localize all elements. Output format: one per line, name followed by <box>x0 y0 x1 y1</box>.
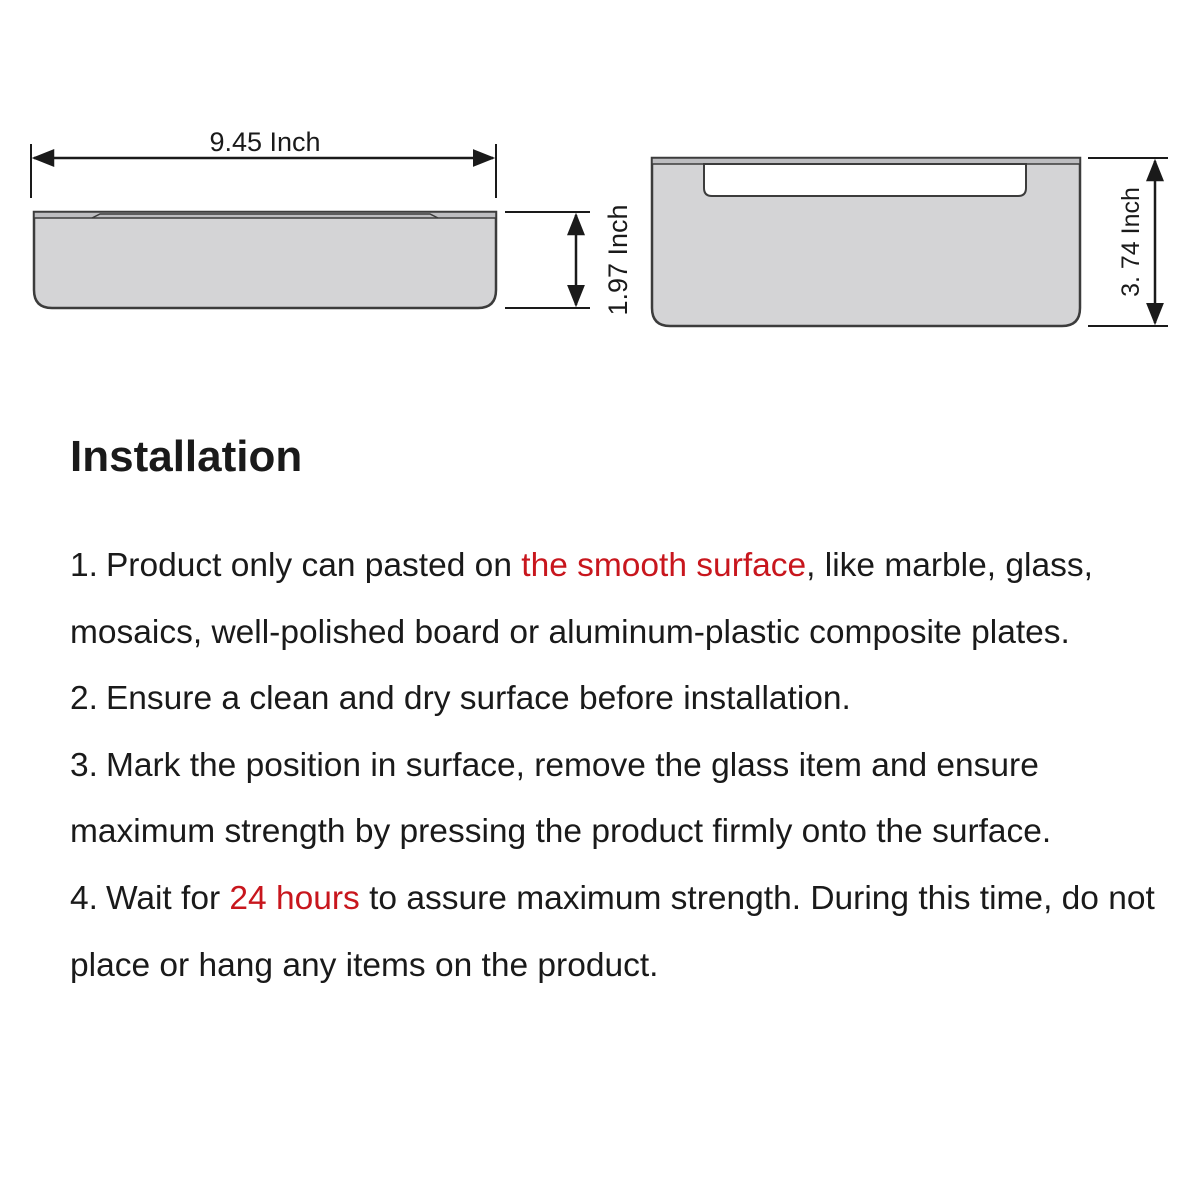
dimension-diagram <box>0 0 1200 360</box>
step-1 <box>70 533 1180 666</box>
shelf-side-view <box>652 158 1080 326</box>
step-number: 4. <box>70 879 98 917</box>
step-text: to assure maximum strength. During this time, do not place or hang any items on the product. <box>70 879 1155 984</box>
depth-dimension <box>1088 158 1168 326</box>
height-label: 1.97 Inch <box>603 204 633 316</box>
step-text: Ensure a clean and dry surface before installation. <box>105 680 851 718</box>
shelf-front-view <box>34 212 496 308</box>
installation-heading: Installation <box>70 432 303 481</box>
step-number: 2. <box>70 680 98 718</box>
height-dimension <box>505 204 633 315</box>
step-highlight: the smooth surface <box>521 547 807 584</box>
width-label: 9.45 Inch <box>209 127 321 157</box>
step-4 <box>70 866 1180 999</box>
step-3 <box>70 733 1180 866</box>
width-dimension <box>31 127 496 198</box>
step-text: Wait for <box>105 879 230 917</box>
installation-steps <box>70 533 1180 999</box>
step-number: 1. <box>70 547 98 584</box>
step-highlight: 24 hours <box>229 879 360 917</box>
step-text: Mark the position in surface, remove the glass item and ensure maximum strength by pressing the product firmly onto the surface. <box>70 746 1052 851</box>
step-text: , like marble, glass, mosaics, well-polished board or aluminum-plastic composite plates. <box>70 547 1093 651</box>
step-text: Product only can pasted on <box>105 547 522 584</box>
step-2 <box>70 666 1180 733</box>
step-number: 3. <box>70 746 98 784</box>
depth-label: 3. 74 Inch <box>1117 187 1145 297</box>
